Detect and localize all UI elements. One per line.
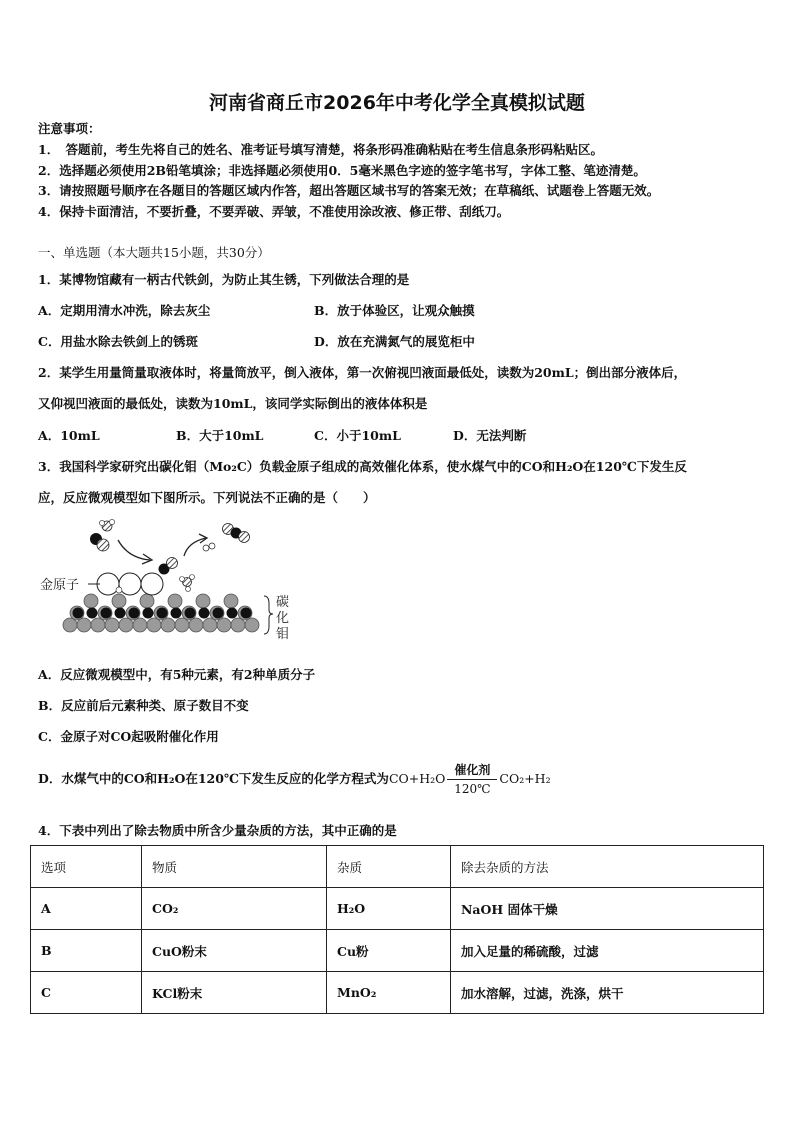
notice-item-3: 3．请按照题号顺序在各题目的答题区域内作答，超出答题区域书写的答案无效；在草稿纸、试题卷上答题无效。 [38,183,660,198]
co2-molecule-outgoing [223,524,250,543]
cell-method: NaOH 固体干燥 [451,888,764,930]
question-3-option-a: A．反应微观模型中，有5种元素，有2种单质分子 [38,667,316,682]
question-1-option-c: C．用盐水除去铁剑上的锈斑 [38,334,198,349]
question-4-stem: 4．下表中列出了除去物质中所含少量杂质的方法，其中正确的是 [38,823,397,838]
co-molecule-incoming [90,533,109,551]
notice-item-2: 2．选择题必须使用2B铅笔填涂；非选择题必须使用0．5毫米黑色字迹的签字笔书写，字体工整、笔迹清楚。 [38,163,646,178]
cell-substance: KCl粉末 [142,972,327,1014]
equation-products: CO₂+H₂ [499,771,551,786]
cell-method: 加入足量的稀硫酸，过滤 [451,930,764,972]
question-2-option-c: C．小于10mL [314,428,401,443]
question-1-option-b: B．放于体验区，让观众触摸 [314,303,475,318]
equation-reactants: CO+H₂O [388,771,446,786]
co-molecule-adsorbed [159,558,178,575]
header-impurity: 杂质 [327,846,451,888]
notice-item-1: 1． 答题前，考生先将自己的姓名、准考证号填写清楚，将条形码准确粘贴在考生信息条形码粘贴区。 [38,142,603,157]
table-header-row [31,846,764,888]
reaction-condition [447,762,497,796]
question-2-option-b: B．大于10mL [176,428,264,443]
notice-item-4: 4．保持卡面清洁，不要折叠，不要弄破、弄皱，不准使用涂改液、修正带、刮纸刀。 [38,204,510,219]
question-3-stem-line1: 3．我国科学家研究出碳化钼（Mo₂C）负载金原子组成的高效催化体系，使水煤气中的CO和H₂O在120℃下发生反 [38,459,687,474]
support-label-char-3: 钼 [276,627,290,642]
gold-atom-label: 金原子 [40,578,80,593]
question-3-option-d [38,761,551,797]
question-2-stem-line2: 又仰视凹液面的最低处，读数为10mL，该同学实际倒出的液体体积是 [38,396,428,411]
question-3-stem-line2: 应，反应微观模型如下图所示。下列说法不正确的是（ ） [38,490,376,505]
cell-method: 加水溶解，过滤，洗涤，烘干 [451,972,764,1014]
cell-substance: CuO粉末 [142,930,327,972]
header-method: 除去杂质的方法 [451,846,764,888]
question-3-option-c: C．金原子对CO起吸附催化作用 [38,729,219,744]
gold-atoms [97,573,163,595]
reaction-arrow-bar [447,779,497,780]
header-substance: 物质 [142,846,327,888]
notice-heading: 注意事项： [38,121,101,136]
question-1-option-d: D．放在充满氮气的展览柜中 [314,334,475,349]
impurity-removal-table [30,845,764,1014]
cell-option: A [31,888,142,930]
page-title: 河南省商丘市2026年中考化学全真模拟试题 [209,92,585,114]
section-heading: 一、单选题（本大题共15小题，共30分） [38,245,270,260]
hydroxyl-adsorbed [180,575,195,592]
question-2-option-d: D．无法判断 [453,428,527,443]
cell-impurity: H₂O [327,888,451,930]
hydrogen-molecule-outgoing [203,543,215,551]
support-label-char-2: 化 [276,611,290,626]
support-bracket [264,596,273,634]
reaction-model-figure [38,518,300,643]
header-option: 选项 [31,846,142,888]
catalyst-label: 催化剂 [454,763,491,777]
water-molecule-incoming [99,519,114,531]
question-1-option-a: A．定期用清水冲洗，除去灰尘 [38,303,211,318]
cell-impurity: MnO₂ [327,972,451,1014]
temperature-label: 120℃ [454,782,491,796]
cell-impurity: Cu粉 [327,930,451,972]
question-1-stem: 1．某博物馆藏有一柄古代铁剑，为防止其生锈，下列做法合理的是 [38,272,410,287]
table-row [31,972,764,1014]
cell-option: B [31,930,142,972]
cell-option: C [31,972,142,1014]
table-row [31,888,764,930]
table-row [31,930,764,972]
question-3-option-b: B．反应前后元素种类、原子数目不变 [38,698,249,713]
question-3-option-d-text: D．水煤气中的CO和H₂O在120℃下发生反应的化学方程式为 [38,771,389,786]
support-label-char-1: 碳 [276,595,290,610]
cell-substance: CO₂ [142,888,327,930]
question-2-stem-line1: 2．某学生用量筒量取液体时，将量筒放平，倒入液体，第一次俯视凹液面最低处，读数为20mL；倒出部分液体后， [38,365,687,380]
arrow-in [118,540,150,560]
question-2-option-a: A．10mL [38,428,100,443]
